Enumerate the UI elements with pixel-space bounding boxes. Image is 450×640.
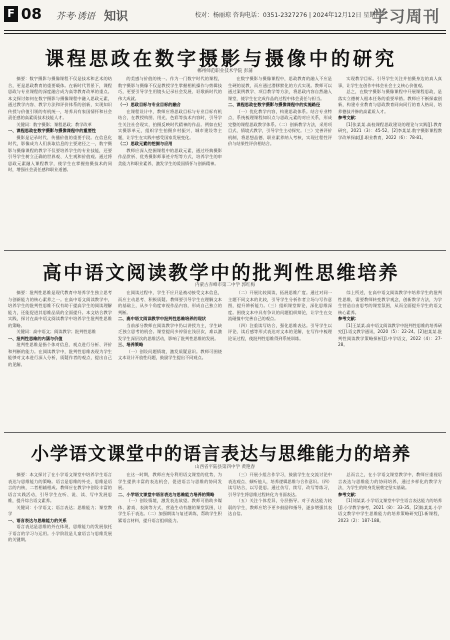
paragraph: （二）开展比较阅读，拓展思维广度。通过对同一主题不同文本的比较，引导学生分析作者立场与写作意图，提升辨析能力。（三）组织课堂辩论，深化思维深度。围绕文本中具有争议的问题组织辩论，让学生在交流碰撞中完善自己的观点。 (228, 290, 332, 321)
header-meta: 校对：杨丽琼 咨询电话：0351-2327276 | 2024年12月12日 星期四 (195, 12, 382, 19)
paragraph: 摄影是记录时代、传播价值的重要手段。在信息化时代，影像成为人们获取信息的主要途径之一，数字摄影与摄像课程的教学不仅要培养学生的专业技能，还要引导学生树立正确的世界观、人生观和价值观。通过将思政元素融入课程教学，使学生在掌握拍摄技术的同时，增强社会责任感和职业道德。 (8, 134, 112, 172)
section-heading: 二、小学语文课堂中语言表达与思维能力培养的策略 (118, 491, 215, 497)
article2-column (8, 290, 112, 428)
section-heading: 二、高中语文阅读教学中批判性思维培养的现状 (118, 316, 206, 321)
paragraph: 的美感与价值的统一。作为一门数字时代的课程，数字摄影与摄像不仅是教授学生掌握相机操作与剪辑技巧，更要引导学生用镜头记录社会发展、讴歌新时代的伟大成就。 (118, 76, 222, 101)
section-label: 知识 (104, 9, 129, 23)
paragraph: 总而言之，在小学语文课堂教学中，教师应重视语言表达与思维能力的协同培养，通过多样化的教学方法，为学生的终身发展奠定坚实基础。 (338, 472, 442, 490)
article2-title: 高中语文阅读教学中的批判性思维培养 (42, 262, 400, 284)
paragraph: 关键词：数字摄影；课程思政；教学改革 (16, 121, 92, 127)
article2-byline: 内蒙古赤峰市第二中学 郭红梅 (195, 283, 255, 288)
article1-body (8, 76, 442, 248)
page-letter-box: F (4, 6, 18, 22)
article2-column (338, 290, 442, 428)
paragraph: 综上所述，在高中语文阅读教学中培养学生的批判性思维，需要教师转变教学观念，创新教学方法，为学生营造自由思考的课堂氛围，从而全面提升学生的语文核心素养。 (338, 290, 442, 315)
section-heading: 参考文献： (338, 316, 359, 321)
weekly-title: 学习周刊 (371, 7, 440, 26)
paragraph: 批判性思维是指个体对信息、观点进行分析、评价和判断的能力。在阅读教学中，批判性思维表现为学生能够对文本进行深入分析，质疑作者的观点，提出自己的见解。 (8, 342, 112, 367)
page-header (0, 0, 450, 36)
paragraph: 在课程设计中，教师应将思政目标与专业目标有机结合，在教授构图、用光、色彩等技术内容时，引导学生关注社会现实，拍摄反映时代精神的作品。例如在纪实摄影单元，组织学生拍摄乡村振兴、城市建设等主题，让学生在实践中感受国家发展变化。 (118, 108, 222, 140)
paragraph: 语言表达是思维的外在体现，思维能力的发展依托于语言的学习与运用。小学阶段是儿童语言与思维发展的关键期。 (8, 524, 112, 542)
section-heading: 三、培养策略 (118, 342, 144, 347)
paragraph: [1]王某某.高中语文阅读教学中批判性思维的培养研究[J].语文教学通讯，2020（5）：22-24。[2]赵某某.批判性阅读教学策略探析[J].中学语文，2022（4）：27-28。 (338, 322, 442, 347)
article3-column (338, 472, 442, 634)
article3-column (228, 472, 332, 634)
article3-byline: 山西省平陆县第四中学 黄艳春 (195, 465, 255, 470)
paragraph: 在这一时期，教师应充分利用语文课堂的优势，为学生提供丰富的表达机会，促进语言与思维的协同发展。 (118, 472, 222, 490)
section-heading: 二、课程思政在数字摄影与摄像课程中的实施路径 (228, 102, 321, 107)
article1-column (338, 76, 442, 248)
paragraph: [1]张某某.高校课程思政建设的理论与实践[J].教育研究，2021（3）：45-52。[2]李某某.数字摄影课程教学改革探索[J].职业教育，2022（6）：78-81。 (338, 121, 442, 140)
paragraph: （一）优化教学内容，构建思政体系。结合专业特点，系统梳理课程知识点与思政元素的对应关系，形成完整的课程思政教学体系。（二）创新教学方法，采用项目式、情境式教学，引导学生主动探究。（三）完善评价机制，将思想品德、职业素养纳入考核，实现过程性评价与结果性评价相结合。 (228, 108, 332, 146)
section-heading: 参考文献： (338, 115, 359, 120)
paragraph: 实现教学目标。引导学生关注并拍摄身边的真人真事，让学生在创作中体会社会主义核心价值观。 (338, 76, 442, 88)
article1-title: 课程思政在数字摄影与摄像中的研究 (44, 48, 397, 70)
section-heading: 一、课程思政在数字摄影与摄像课程中的重要性 (8, 128, 96, 133)
paragraph: （四）注重读写结合，强化思维表达。引导学生以评论、读后感等形式表达对文本的见解，在写作中梳理论证过程，使批判性思维得到系统训练。 (228, 322, 332, 341)
article1-column (118, 76, 222, 248)
section-heading: 一、语言表达与思维能力的关系 (8, 517, 67, 523)
article-divider-2 (4, 432, 446, 433)
paragraph: （一）创设问题情境，激发质疑意识。教师可围绕文本设计开放性问题，鼓励学生提出不同观点。 (118, 348, 222, 360)
paragraph: 摘要：本文探讨了在小学语文课堂中培养学生语言表达与思维能力的策略。语言是思维的外壳，思维是语言的内核，二者相辅相成。教师应在教学中创设丰富的语言实践活动，引导学生在听、说、读、写中发展思维，提升综合语文素养。 (8, 472, 112, 503)
article3-title: 小学语文课堂中的语言表达与思维能力的培养 (31, 444, 411, 465)
article3-column (8, 472, 112, 634)
article2-body (8, 290, 442, 428)
paragraph: 教师应深入挖掘课程中的思政元素，通过经典摄影作品赏析、优秀摄影师事迹介绍等方式，培养学生的审美能力和职业素养，激发学生的爱国情怀与创新精神。 (118, 147, 222, 166)
article1-column (228, 76, 332, 248)
paragraph: 在数字摄影与摄像课程中，思政教育的融入不应是生硬的说教，而应通过潜移默化的方式实现。教师可以通过案例教学、项目教学等方法，将思政内容自然融入课堂，使学生在完成作品的过程中体会责任与担当。 (228, 76, 332, 101)
article-divider-1 (4, 250, 446, 251)
article3-body (8, 472, 442, 634)
section-heading: （二）思政元素的挖掘与应用 (118, 141, 173, 146)
article1-byline: 郴州师范职业技术学院 彭蒲 (197, 69, 253, 74)
paragraph: 关键词：高中语文；阅读教学；批判性思维 (16, 329, 96, 334)
paragraph: （三）开展小组合作学习，鼓励学生在交流讨论中表达观点、倾听他人，培养逻辑思维与合作意识。（四）读写结合，以写促思。通过仿写、续写、改写等练习，引导学生将思维过程转化为书面表达。 (228, 472, 332, 497)
section-heading: 参考文献： (338, 491, 359, 497)
paragraph: （一）创设情境，激发表达欲望。教师可借助多媒体、游戏、表演等方式，营造生动有趣的课堂氛围，让学生乐于表达。（二）加强朗读与复述训练，帮助学生积累语言材料，提升语言组织能力。 (118, 498, 222, 523)
paragraph: 摘要：数字摄影与摄像课程不仅是技术和艺术的结合，更是思政教育的重要载体。在新时代背景下，课程思政与专业课程的深度融合成为高等教育改革的重点。本文探讨如何在数字摄影与摄像课程中融入思政元素，通过教学内容、教学方法和评价体系的创新，实现知识传授与价值引领的有机统一，培养具有家国情怀和社会责任感的高素质技术技能人才。 (8, 76, 112, 120)
paragraph: 在阅读过程中，学生不应只是被动接受文本信息，而应主动思考、积极质疑。教师要引导学生在理解文本的基础上，从多个角度审视作品内容，形成自己独立的判断。 (118, 290, 222, 315)
header-rule (4, 30, 446, 31)
header-rule-thin (4, 33, 446, 34)
newspaper-name: 芥考·诱语 (56, 12, 95, 22)
article2-column (118, 290, 222, 428)
page-number: 08 (21, 5, 42, 23)
article2-column (228, 290, 332, 428)
paragraph: 关键词：小学语文；语言表达；思维能力；课堂教学 (8, 504, 112, 516)
section-heading: （一）思政目标与专业目标的融合 (118, 102, 181, 107)
paragraph: （五）关注个体差异，分层指导。对于表达能力较弱的学生，教师应给予更多鼓励和指导，逐步增强其表达自信。 (228, 498, 332, 516)
paragraph: 摘要：批判性思维是现代教育中培养学生独立思考与创新能力的核心素养之一。在高中语文阅读教学中，培养学生的批判性思维不仅有助于提高学生的阅读理解能力，还能促进其思维品质的全面提升。本文结合教学实践，探讨在高中语文阅读教学中培养学生批判性思维的策略。 (8, 290, 112, 328)
paragraph: 总之，在数字摄影与摄像课程中开展课程思政，是落实立德树人根本任务的重要举措。教师应不断探索创新，构建专业教育与思政教育同向同行的育人格局，培养德技并修的高素质人才。 (338, 89, 442, 114)
article3-column (118, 472, 222, 634)
paragraph: [1]刘某某.小学语文课堂中学生语言表达能力的培养[J].小学教学参考，2021（8）：33-35。[2]陈某某.小学语文教学中学生思维能力的培养策略研究[J].新课程，2023（2）：187-188。 (338, 498, 442, 523)
section-heading: 一、批判性思维的内涵与价值 (8, 335, 63, 341)
paragraph: 当前部分教师在阅读教学中仍以讲授为主，学生缺乏独立思考的机会。课堂提问多停留在浅层次，难以激发学生深层次的思维活动，影响了批判性思维的发展。 (118, 322, 222, 341)
article1-column (8, 76, 112, 248)
